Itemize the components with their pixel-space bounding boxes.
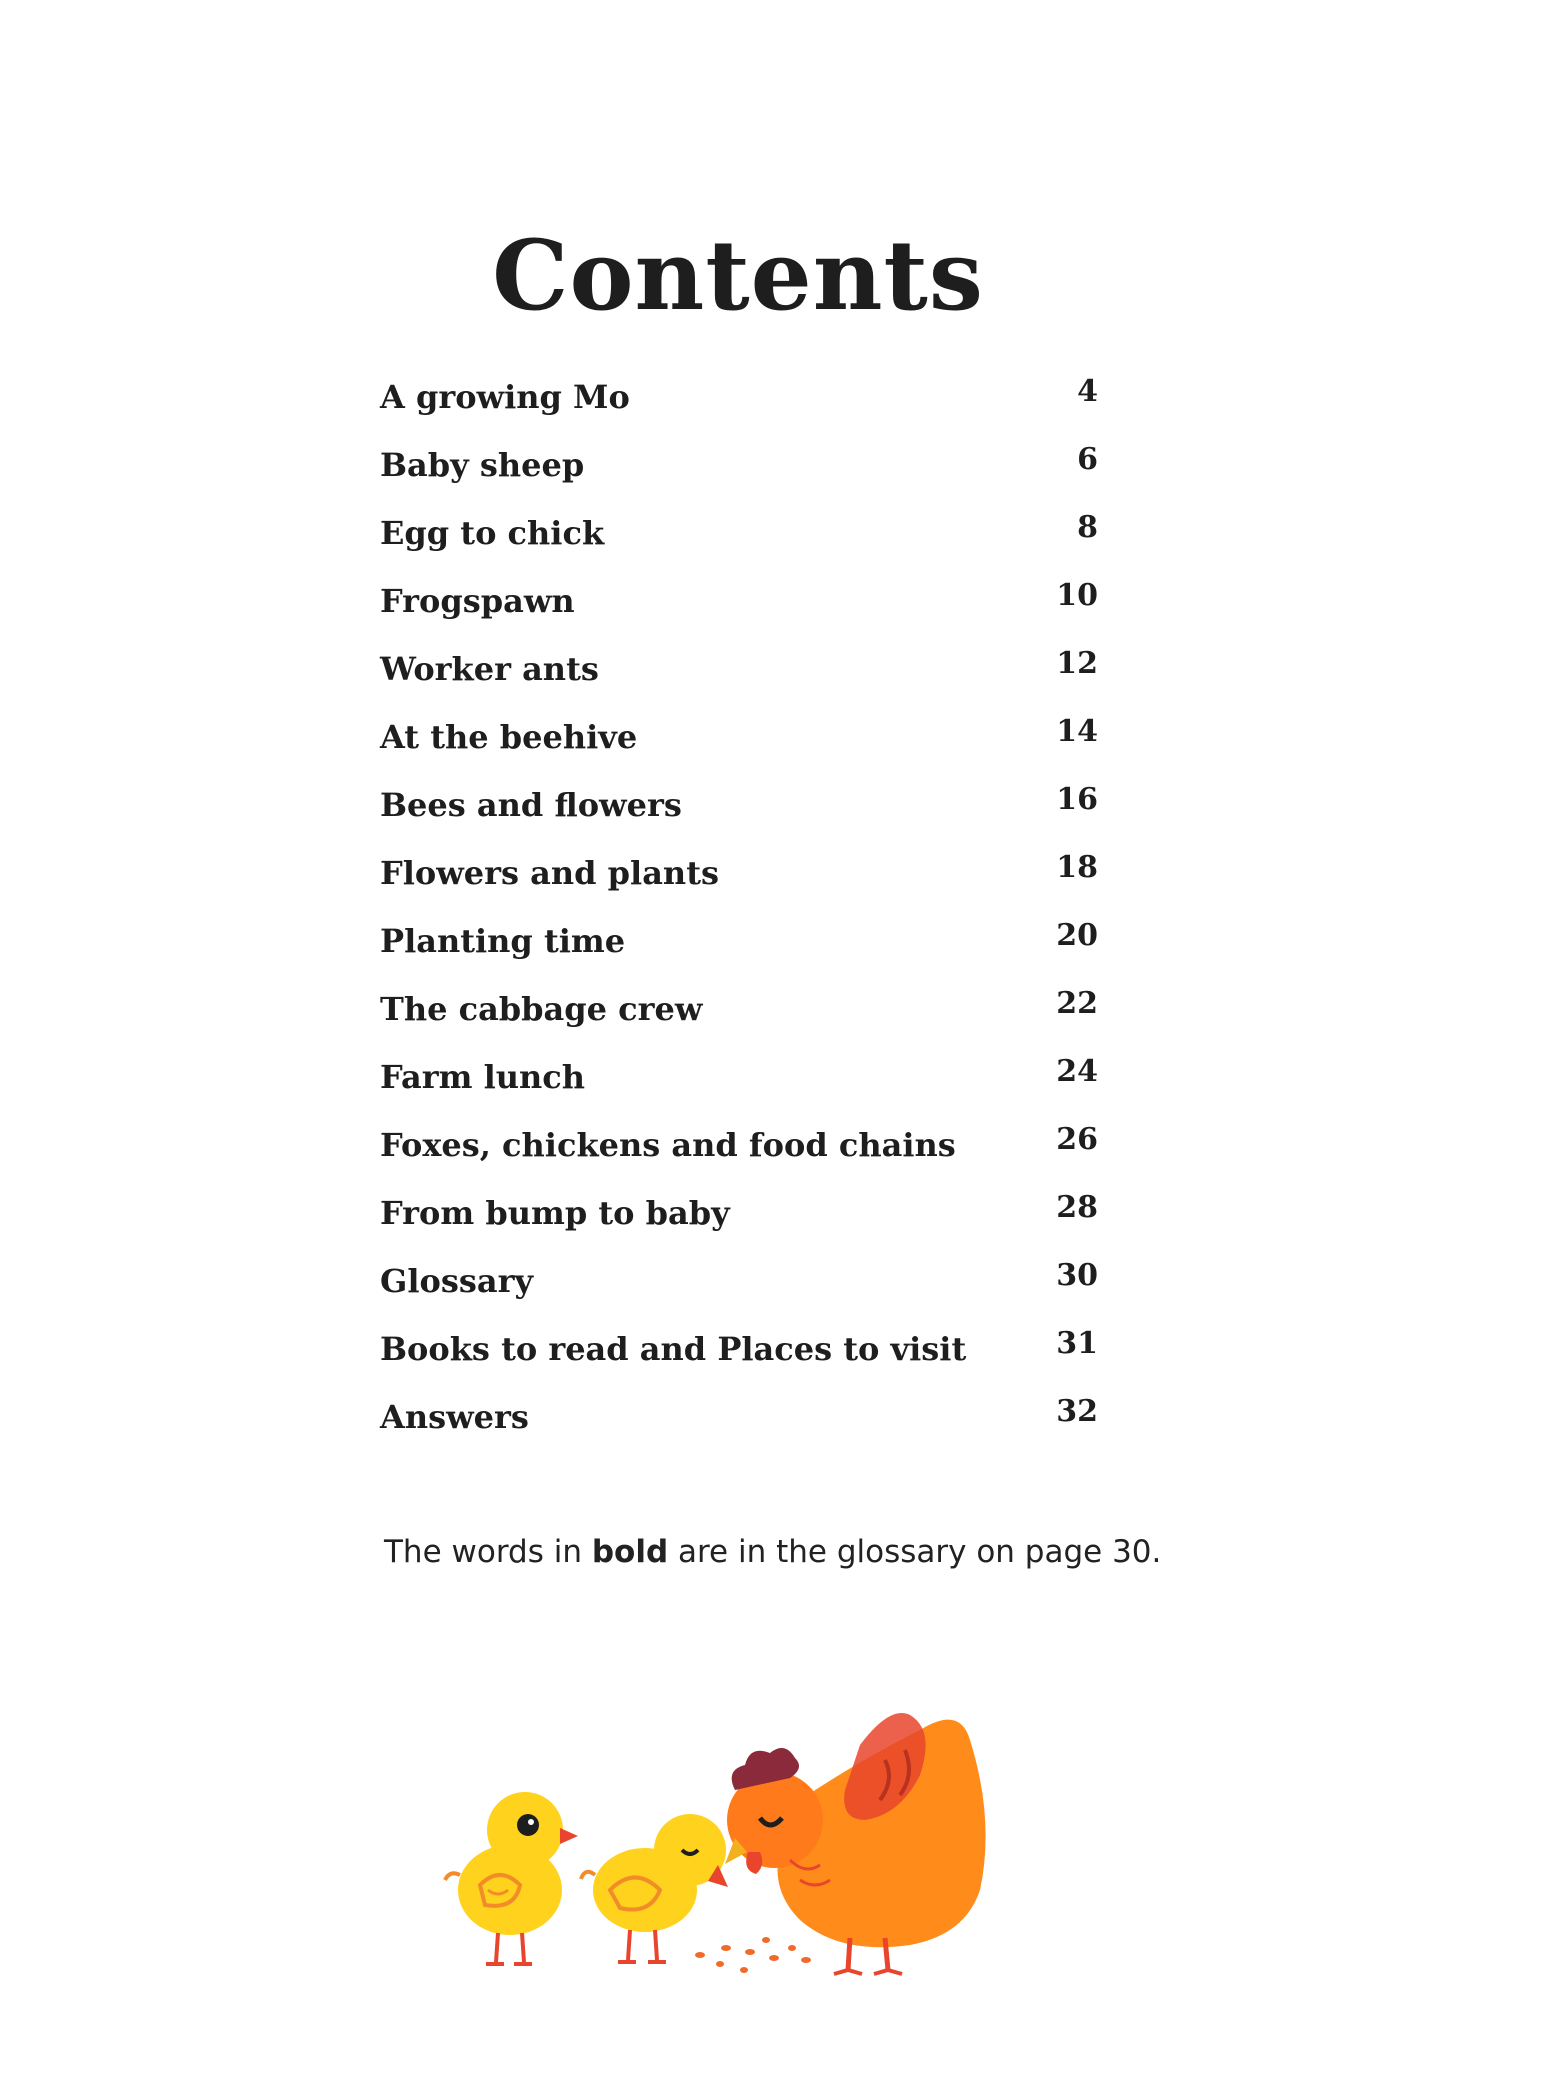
toc-entry-page-number: 4	[1077, 374, 1098, 409]
toc-entry-page-number: 31	[1056, 1326, 1098, 1361]
toc-entry	[378, 712, 1098, 780]
toc-entry	[378, 848, 1098, 916]
toc-entry-page-number: 10	[1056, 578, 1098, 613]
toc-entry	[378, 576, 1098, 644]
chick-left-icon	[445, 1792, 578, 1964]
seeds-icon	[695, 1937, 811, 1973]
toc-entry-title: Answers	[380, 1398, 529, 1436]
note-bold-word: bold	[591, 1534, 669, 1570]
toc-entry-page-number: 22	[1056, 986, 1098, 1021]
page-title: Contents	[492, 219, 984, 332]
toc-entry-page-number: 26	[1056, 1122, 1098, 1157]
toc-entry-page-number: 8	[1077, 510, 1098, 545]
toc-entry-page-number: 30	[1056, 1258, 1098, 1293]
toc-entry	[378, 984, 1098, 1052]
toc-entry-title: Bees and flowers	[380, 786, 682, 824]
toc-entry-title: The cabbage crew	[380, 990, 703, 1028]
toc-entry	[378, 916, 1098, 984]
note-text-after: are in the glossary on page 30.	[668, 1534, 1162, 1570]
toc-entry	[378, 1052, 1098, 1120]
toc-entry-title: Planting time	[380, 922, 626, 960]
toc-entry-page-number: 16	[1056, 782, 1098, 817]
toc-entry-page-number: 20	[1056, 918, 1098, 953]
toc-entry-title: Books to read and Places to visit	[380, 1330, 967, 1368]
toc-entry-page-number: 14	[1056, 714, 1098, 749]
toc-entry	[378, 1392, 1098, 1460]
toc-entry	[378, 1120, 1098, 1188]
toc-entry-title: Flowers and plants	[380, 854, 719, 892]
toc-entry-page-number: 24	[1056, 1054, 1098, 1089]
hen-and-chicks-illustration	[430, 1690, 1070, 1990]
toc-entry-title: A growing Mo	[380, 378, 630, 416]
toc-entry-title: Worker ants	[380, 650, 599, 688]
toc-entry	[378, 1188, 1098, 1256]
toc-entry	[378, 1324, 1098, 1392]
toc-entry-title: Foxes, chickens and food chains	[380, 1126, 956, 1164]
toc-entry-page-number: 18	[1056, 850, 1098, 885]
toc-entry	[378, 508, 1098, 576]
toc-entry	[378, 372, 1098, 440]
toc-entry-page-number: 12	[1056, 646, 1098, 681]
toc-entry-title: From bump to baby	[380, 1194, 730, 1232]
toc-entry	[378, 780, 1098, 848]
toc-entry-title: Egg to chick	[380, 514, 605, 552]
toc-entry-title: Farm lunch	[380, 1058, 585, 1096]
toc-entry	[378, 1256, 1098, 1324]
glossary-note	[384, 1534, 1161, 1570]
toc-entry-page-number: 6	[1077, 442, 1098, 477]
toc-entry	[378, 644, 1098, 712]
contents-list	[378, 372, 1098, 1460]
toc-entry-title: Baby sheep	[380, 446, 585, 484]
toc-entry	[378, 440, 1098, 508]
toc-entry-title: Glossary	[380, 1262, 534, 1300]
toc-entry-title: At the beehive	[380, 718, 638, 756]
chick-middle-icon	[581, 1814, 728, 1962]
toc-entry-page-number: 28	[1056, 1190, 1098, 1225]
toc-entry-page-number: 32	[1056, 1394, 1098, 1429]
note-text-before: The words in	[384, 1534, 592, 1570]
toc-entry-title: Frogspawn	[380, 582, 575, 620]
hen-icon	[725, 1713, 986, 1974]
